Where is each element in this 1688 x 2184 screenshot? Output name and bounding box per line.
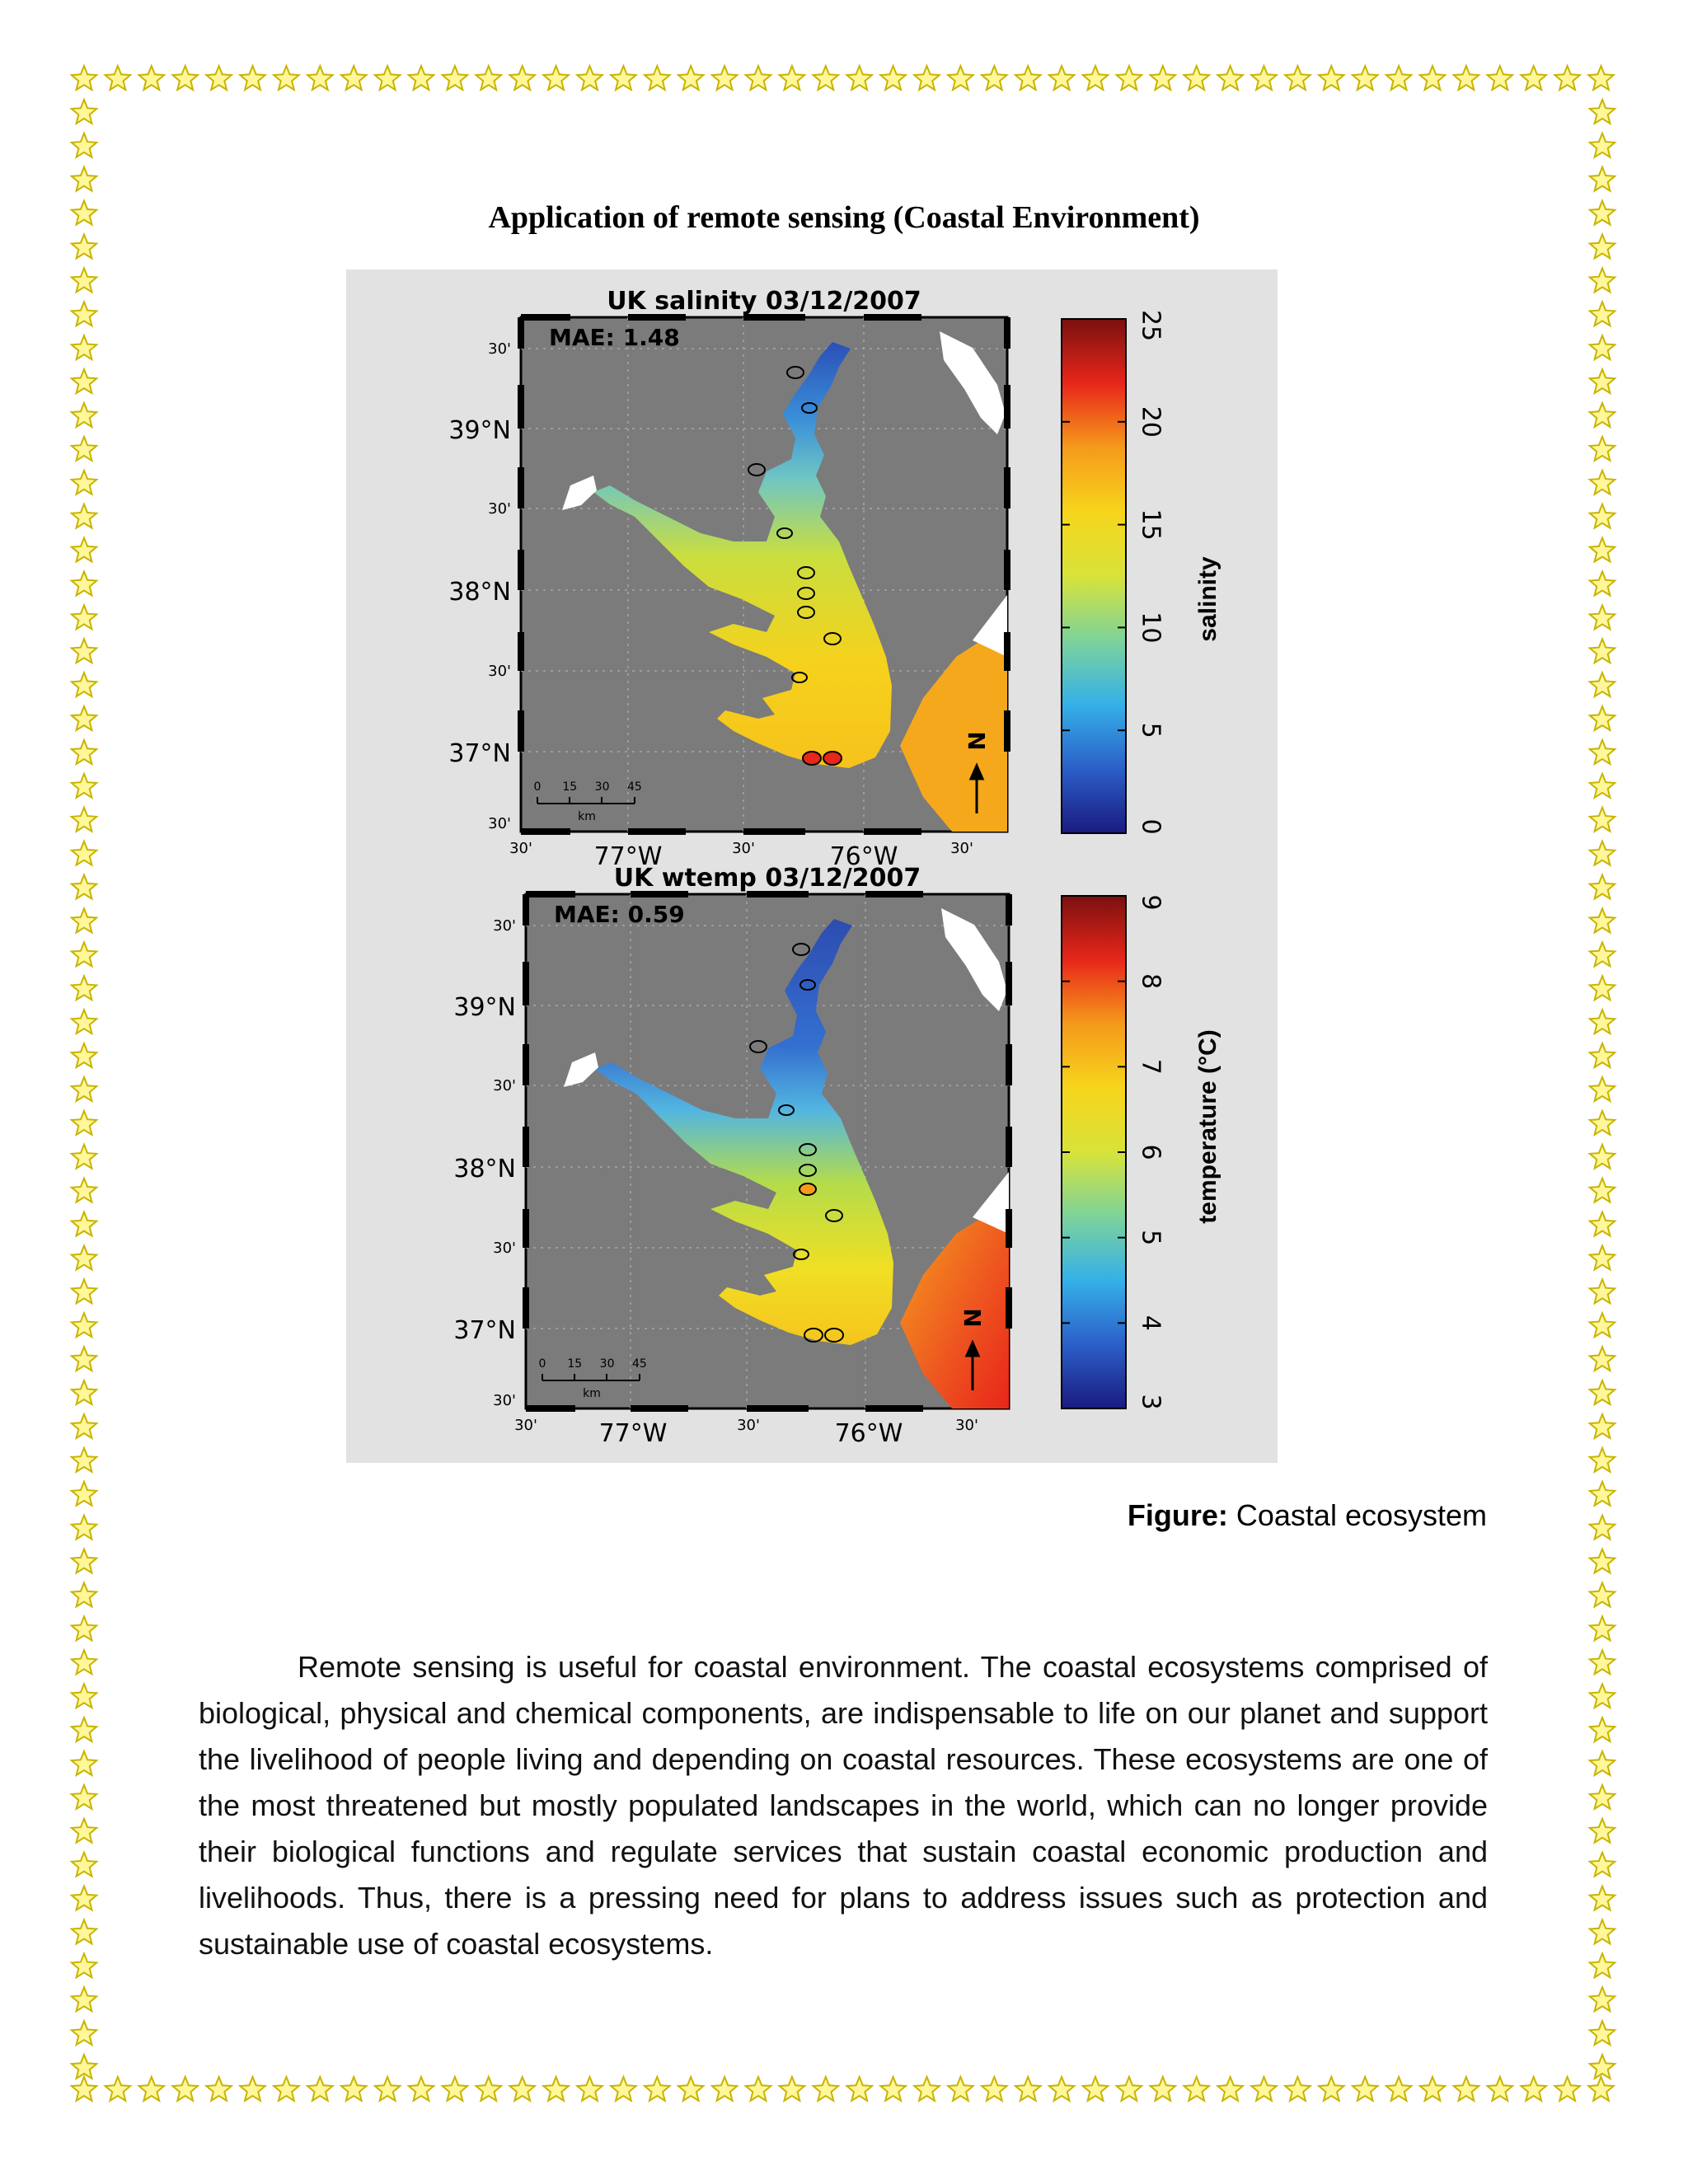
border-star xyxy=(72,1010,96,1033)
border-star xyxy=(72,369,96,393)
border-star xyxy=(1590,100,1615,124)
border-star xyxy=(1590,942,1615,966)
border-star xyxy=(1590,1886,1615,1910)
border-star xyxy=(1590,841,1615,865)
border-star xyxy=(173,2077,198,2101)
border-star xyxy=(780,2077,804,2101)
border-star xyxy=(1049,66,1074,90)
longitude-label: 76°W xyxy=(829,842,898,871)
border-star xyxy=(1590,1549,1615,1573)
border-star xyxy=(1353,2077,1377,2101)
border-star xyxy=(72,1043,96,1067)
border-star xyxy=(1590,235,1615,259)
border-star xyxy=(1590,572,1615,596)
border-star xyxy=(1420,66,1445,90)
border-star xyxy=(1590,504,1615,528)
border-star xyxy=(72,1246,96,1270)
border-star xyxy=(72,1482,96,1506)
border-star xyxy=(1590,1246,1615,1270)
scale-tick-label: 45 xyxy=(631,1357,647,1371)
border-star xyxy=(1590,2021,1615,2045)
border-star xyxy=(1590,1987,1615,2011)
longitude-label: 30' xyxy=(509,840,532,857)
border-star xyxy=(72,1279,96,1303)
border-star xyxy=(274,2077,298,2101)
temperature-map-panel xyxy=(453,864,1221,1448)
border-star xyxy=(1590,167,1615,191)
border-star xyxy=(72,1684,96,1708)
colorbar xyxy=(1062,319,1126,833)
border-star xyxy=(780,66,804,90)
border-star xyxy=(543,2077,568,2101)
border-star xyxy=(409,66,434,90)
border-star xyxy=(72,875,96,899)
border-star xyxy=(1590,1077,1615,1101)
border-star xyxy=(1590,1482,1615,1506)
border-star xyxy=(240,2077,265,2101)
border-star xyxy=(1590,538,1615,562)
border-star xyxy=(1488,66,1512,90)
border-star xyxy=(72,808,96,832)
border-star xyxy=(72,504,96,528)
colorbar-tick-label: 3 xyxy=(1136,1394,1165,1410)
colorbar-tick-label: 5 xyxy=(1136,1230,1165,1246)
colorbar-tick-label: 0 xyxy=(1136,818,1165,835)
border-star xyxy=(72,1920,96,1944)
border-star xyxy=(1554,2077,1579,2101)
border-star xyxy=(307,66,332,90)
border-star xyxy=(880,2077,905,2101)
border-star xyxy=(1251,2077,1276,2101)
border-star xyxy=(375,2077,400,2101)
border-star xyxy=(1015,66,1040,90)
border-star xyxy=(72,268,96,292)
border-star xyxy=(72,134,96,157)
border-star xyxy=(72,2021,96,2045)
border-star xyxy=(1590,302,1615,326)
border-star xyxy=(1590,1616,1615,1640)
border-star xyxy=(1184,2077,1209,2101)
colorbar-tick-label: 6 xyxy=(1136,1144,1165,1160)
border-star xyxy=(577,2077,602,2101)
border-star xyxy=(72,403,96,427)
border-star xyxy=(847,2077,872,2101)
latitude-label: 30' xyxy=(488,663,511,680)
border-star xyxy=(72,1380,96,1404)
latitude-label: 30' xyxy=(493,917,516,935)
salinity-map-panel xyxy=(448,287,1221,871)
border-star xyxy=(1590,976,1615,1000)
coastal-maps xyxy=(346,269,1278,1463)
body-paragraph: Remote sensing is useful for coastal environment. The coastal ecosystems comprised of biological, physical and chemical components, are indispensable to life on our planet and support the livelihood of people living and depending on coastal resources. These ecosystems are one of the most threatened but mostly populated landscapes in the world, which can no longer provide their biological functions and regulate services that sustain coastal economic production and livelihoods. Thus, there is a pressing need for plans to address issues such as protection and sustainable use of coastal ecosystems. xyxy=(199,1650,1488,1961)
border-star xyxy=(72,1414,96,1438)
border-star xyxy=(577,66,602,90)
border-star xyxy=(1386,2077,1411,2101)
border-star xyxy=(1588,66,1613,90)
map-title: UK salinity 03/12/2007 xyxy=(607,287,921,316)
border-star xyxy=(206,66,231,90)
border-star xyxy=(72,673,96,696)
border-star xyxy=(1015,2077,1040,2101)
border-star xyxy=(1319,66,1343,90)
border-star xyxy=(1117,66,1142,90)
border-star xyxy=(1590,1953,1615,1977)
border-star xyxy=(72,1751,96,1775)
border-star xyxy=(1590,335,1615,359)
border-star xyxy=(72,1583,96,1607)
border-star xyxy=(341,2077,366,2101)
colorbar-tick-label: 4 xyxy=(1136,1315,1165,1331)
border-star xyxy=(1590,1380,1615,1404)
latitude-label: 37°N xyxy=(453,1316,516,1345)
border-star xyxy=(1151,66,1175,90)
border-star xyxy=(341,66,366,90)
border-star xyxy=(611,66,635,90)
border-star xyxy=(72,1650,96,1674)
longitude-label: 30' xyxy=(737,1417,760,1434)
longitude-label: 30' xyxy=(732,840,755,857)
border-star xyxy=(510,2077,535,2101)
border-star xyxy=(1590,369,1615,393)
border-star xyxy=(1083,2077,1108,2101)
border-star xyxy=(139,2077,164,2101)
border-star xyxy=(847,66,872,90)
border-star xyxy=(1522,66,1546,90)
border-star xyxy=(982,2077,1006,2101)
border-star xyxy=(72,302,96,326)
border-star xyxy=(1590,1010,1615,1033)
mae-label: MAE: 1.48 xyxy=(549,324,680,351)
border-star xyxy=(712,66,737,90)
border-star xyxy=(1285,66,1310,90)
colorbar-tick-label: 9 xyxy=(1136,894,1165,911)
border-star xyxy=(1083,66,1108,90)
border-star xyxy=(72,1111,96,1135)
border-star xyxy=(1590,1718,1615,1741)
border-star xyxy=(678,66,703,90)
border-star xyxy=(106,2077,130,2101)
border-star xyxy=(72,1347,96,1371)
border-star xyxy=(1590,403,1615,427)
border-star xyxy=(1590,808,1615,832)
border-star xyxy=(1217,2077,1242,2101)
border-star xyxy=(1590,605,1615,629)
border-star xyxy=(1184,66,1209,90)
border-star xyxy=(72,1549,96,1573)
border-star xyxy=(72,1718,96,1741)
border-star xyxy=(1522,2077,1546,2101)
border-star xyxy=(1217,66,1242,90)
border-star xyxy=(173,66,198,90)
border-star xyxy=(814,2077,838,2101)
border-star xyxy=(1590,1785,1615,1809)
border-star xyxy=(72,740,96,764)
border-star xyxy=(72,1179,96,1202)
border-star xyxy=(72,335,96,359)
colorbar-label: salinity xyxy=(1194,556,1221,642)
border-star xyxy=(240,66,265,90)
scale-tick-label: 30 xyxy=(599,1357,615,1371)
scale-unit: km xyxy=(578,810,596,823)
border-star xyxy=(139,66,164,90)
border-star xyxy=(746,2077,771,2101)
border-star xyxy=(274,66,298,90)
border-star xyxy=(72,1448,96,1472)
border-star xyxy=(476,2077,501,2101)
border-star xyxy=(1420,2077,1445,2101)
border-star xyxy=(1454,2077,1479,2101)
border-star xyxy=(72,167,96,191)
latitude-label: 30' xyxy=(493,1077,516,1094)
border-star xyxy=(106,66,130,90)
border-star xyxy=(72,235,96,259)
border-star xyxy=(72,909,96,933)
border-star xyxy=(1590,1043,1615,1067)
colorbar-tick-label: 25 xyxy=(1136,309,1165,342)
border-star xyxy=(72,1145,96,1169)
border-star xyxy=(206,2077,231,2101)
colorbar-tick-label: 10 xyxy=(1136,612,1165,644)
border-star xyxy=(1590,875,1615,899)
border-star xyxy=(948,2077,973,2101)
border-star xyxy=(72,538,96,562)
border-star xyxy=(72,1785,96,1809)
border-star xyxy=(880,66,905,90)
border-star xyxy=(1590,134,1615,157)
latitude-label: 30' xyxy=(488,815,511,832)
scale-tick-label: 0 xyxy=(533,780,542,794)
latitude-label: 30' xyxy=(488,500,511,518)
border-star xyxy=(72,942,96,966)
border-star xyxy=(72,471,96,494)
border-star xyxy=(1590,706,1615,730)
border-star xyxy=(1590,1414,1615,1438)
border-star xyxy=(307,2077,332,2101)
border-star xyxy=(1590,1819,1615,1843)
border-star xyxy=(72,66,96,90)
border-star xyxy=(1117,2077,1142,2101)
border-star xyxy=(1590,1145,1615,1169)
border-star xyxy=(611,2077,635,2101)
border-star xyxy=(1454,66,1479,90)
scale-tick-label: 15 xyxy=(567,1357,583,1371)
border-star xyxy=(72,1212,96,1236)
latitude-label: 37°N xyxy=(448,739,511,768)
border-star xyxy=(1590,1751,1615,1775)
border-star xyxy=(1588,2077,1613,2101)
border-star xyxy=(72,639,96,663)
border-star xyxy=(1590,1179,1615,1202)
longitude-label: 30' xyxy=(950,840,973,857)
border-star xyxy=(1590,1516,1615,1540)
latitude-label: 30' xyxy=(493,1240,516,1257)
border-star xyxy=(914,2077,939,2101)
border-star xyxy=(72,706,96,730)
border-star xyxy=(1151,2077,1175,2101)
border-star xyxy=(1590,774,1615,798)
border-star xyxy=(72,572,96,596)
border-star xyxy=(1488,2077,1512,2101)
border-star xyxy=(1590,471,1615,494)
border-star xyxy=(1590,740,1615,764)
north-label: N xyxy=(963,731,990,751)
border-star xyxy=(948,66,973,90)
border-star xyxy=(814,66,838,90)
caption-label: Figure: xyxy=(1127,1498,1228,1532)
border-star xyxy=(1590,1448,1615,1472)
border-star xyxy=(1590,437,1615,461)
border-star xyxy=(72,1516,96,1540)
longitude-label: 77°W xyxy=(598,1419,668,1448)
body-paragraph-block xyxy=(199,1644,1488,1967)
border-star xyxy=(72,1987,96,2011)
colorbar-tick-label: 7 xyxy=(1136,1058,1165,1075)
longitude-label: 76°W xyxy=(834,1419,903,1448)
border-star xyxy=(1590,639,1615,663)
border-star xyxy=(72,1819,96,1843)
border-star xyxy=(678,2077,703,2101)
border-star xyxy=(1386,66,1411,90)
latitude-label: 30' xyxy=(493,1392,516,1409)
page-title: Application of remote sensing (Coastal Environment) xyxy=(488,200,1200,235)
border-star xyxy=(443,66,467,90)
border-star xyxy=(72,2077,96,2101)
border-star xyxy=(72,1953,96,1977)
colorbar-tick-label: 5 xyxy=(1136,722,1165,738)
border-star xyxy=(1590,1684,1615,1708)
latitude-label: 30' xyxy=(488,340,511,358)
border-star xyxy=(443,2077,467,2101)
border-star xyxy=(72,774,96,798)
border-star xyxy=(72,841,96,865)
border-star xyxy=(72,437,96,461)
colorbar-tick-label: 8 xyxy=(1136,973,1165,990)
border-star xyxy=(645,2077,669,2101)
scale-tick-label: 45 xyxy=(626,780,642,794)
scale-tick-label: 0 xyxy=(538,1357,546,1371)
border-star xyxy=(1590,1650,1615,1674)
border-star xyxy=(1590,1279,1615,1303)
border-star xyxy=(476,66,501,90)
longitude-label: 30' xyxy=(955,1417,978,1434)
border-star xyxy=(1590,909,1615,933)
border-star xyxy=(645,66,669,90)
border-star xyxy=(712,2077,737,2101)
border-star xyxy=(1353,66,1377,90)
border-star xyxy=(375,66,400,90)
border-star xyxy=(1285,2077,1310,2101)
border-star xyxy=(1251,66,1276,90)
map-title: UK wtemp 03/12/2007 xyxy=(613,864,921,893)
border-star xyxy=(1590,673,1615,696)
border-star xyxy=(72,605,96,629)
longitude-label: 77°W xyxy=(593,842,663,871)
border-star xyxy=(1590,268,1615,292)
border-star xyxy=(1049,2077,1074,2101)
figure-coastal-maps xyxy=(346,269,1278,1463)
border-star xyxy=(1590,2055,1615,2079)
border-star xyxy=(72,1313,96,1337)
border-star xyxy=(982,66,1006,90)
scale-unit: km xyxy=(583,1387,601,1400)
border-star xyxy=(72,100,96,124)
border-star xyxy=(1590,1313,1615,1337)
border-star xyxy=(1319,2077,1343,2101)
longitude-label: 30' xyxy=(514,1417,537,1434)
border-star xyxy=(1590,1583,1615,1607)
border-star xyxy=(1590,1347,1615,1371)
border-star xyxy=(1590,1853,1615,1877)
border-star xyxy=(72,1616,96,1640)
colorbar-tick-label: 20 xyxy=(1136,405,1165,438)
latitude-label: 39°N xyxy=(448,416,511,445)
north-label: N xyxy=(959,1308,986,1328)
figure-caption xyxy=(1128,1498,1487,1533)
latitude-label: 38°N xyxy=(453,1155,516,1183)
colorbar-tick-label: 15 xyxy=(1136,509,1165,541)
border-star xyxy=(914,66,939,90)
border-star xyxy=(72,976,96,1000)
border-star xyxy=(72,1853,96,1877)
colorbar xyxy=(1062,896,1126,1408)
border-star xyxy=(1590,1212,1615,1236)
latitude-label: 39°N xyxy=(453,993,516,1022)
latitude-label: 38°N xyxy=(448,578,511,607)
border-star xyxy=(746,66,771,90)
border-star xyxy=(543,66,568,90)
scale-tick-label: 15 xyxy=(562,780,578,794)
border-star xyxy=(1554,66,1579,90)
caption-text: Coastal ecosystem xyxy=(1236,1498,1487,1532)
scale-tick-label: 30 xyxy=(594,780,610,794)
border-star xyxy=(72,1886,96,1910)
border-star xyxy=(1590,1920,1615,1944)
border-star xyxy=(409,2077,434,2101)
mae-label: MAE: 0.59 xyxy=(554,901,685,928)
border-star xyxy=(72,2055,96,2079)
colorbar-label: temperature (°C) xyxy=(1194,1029,1221,1224)
border-star xyxy=(72,1077,96,1101)
border-star xyxy=(1590,1111,1615,1135)
border-star xyxy=(510,66,535,90)
